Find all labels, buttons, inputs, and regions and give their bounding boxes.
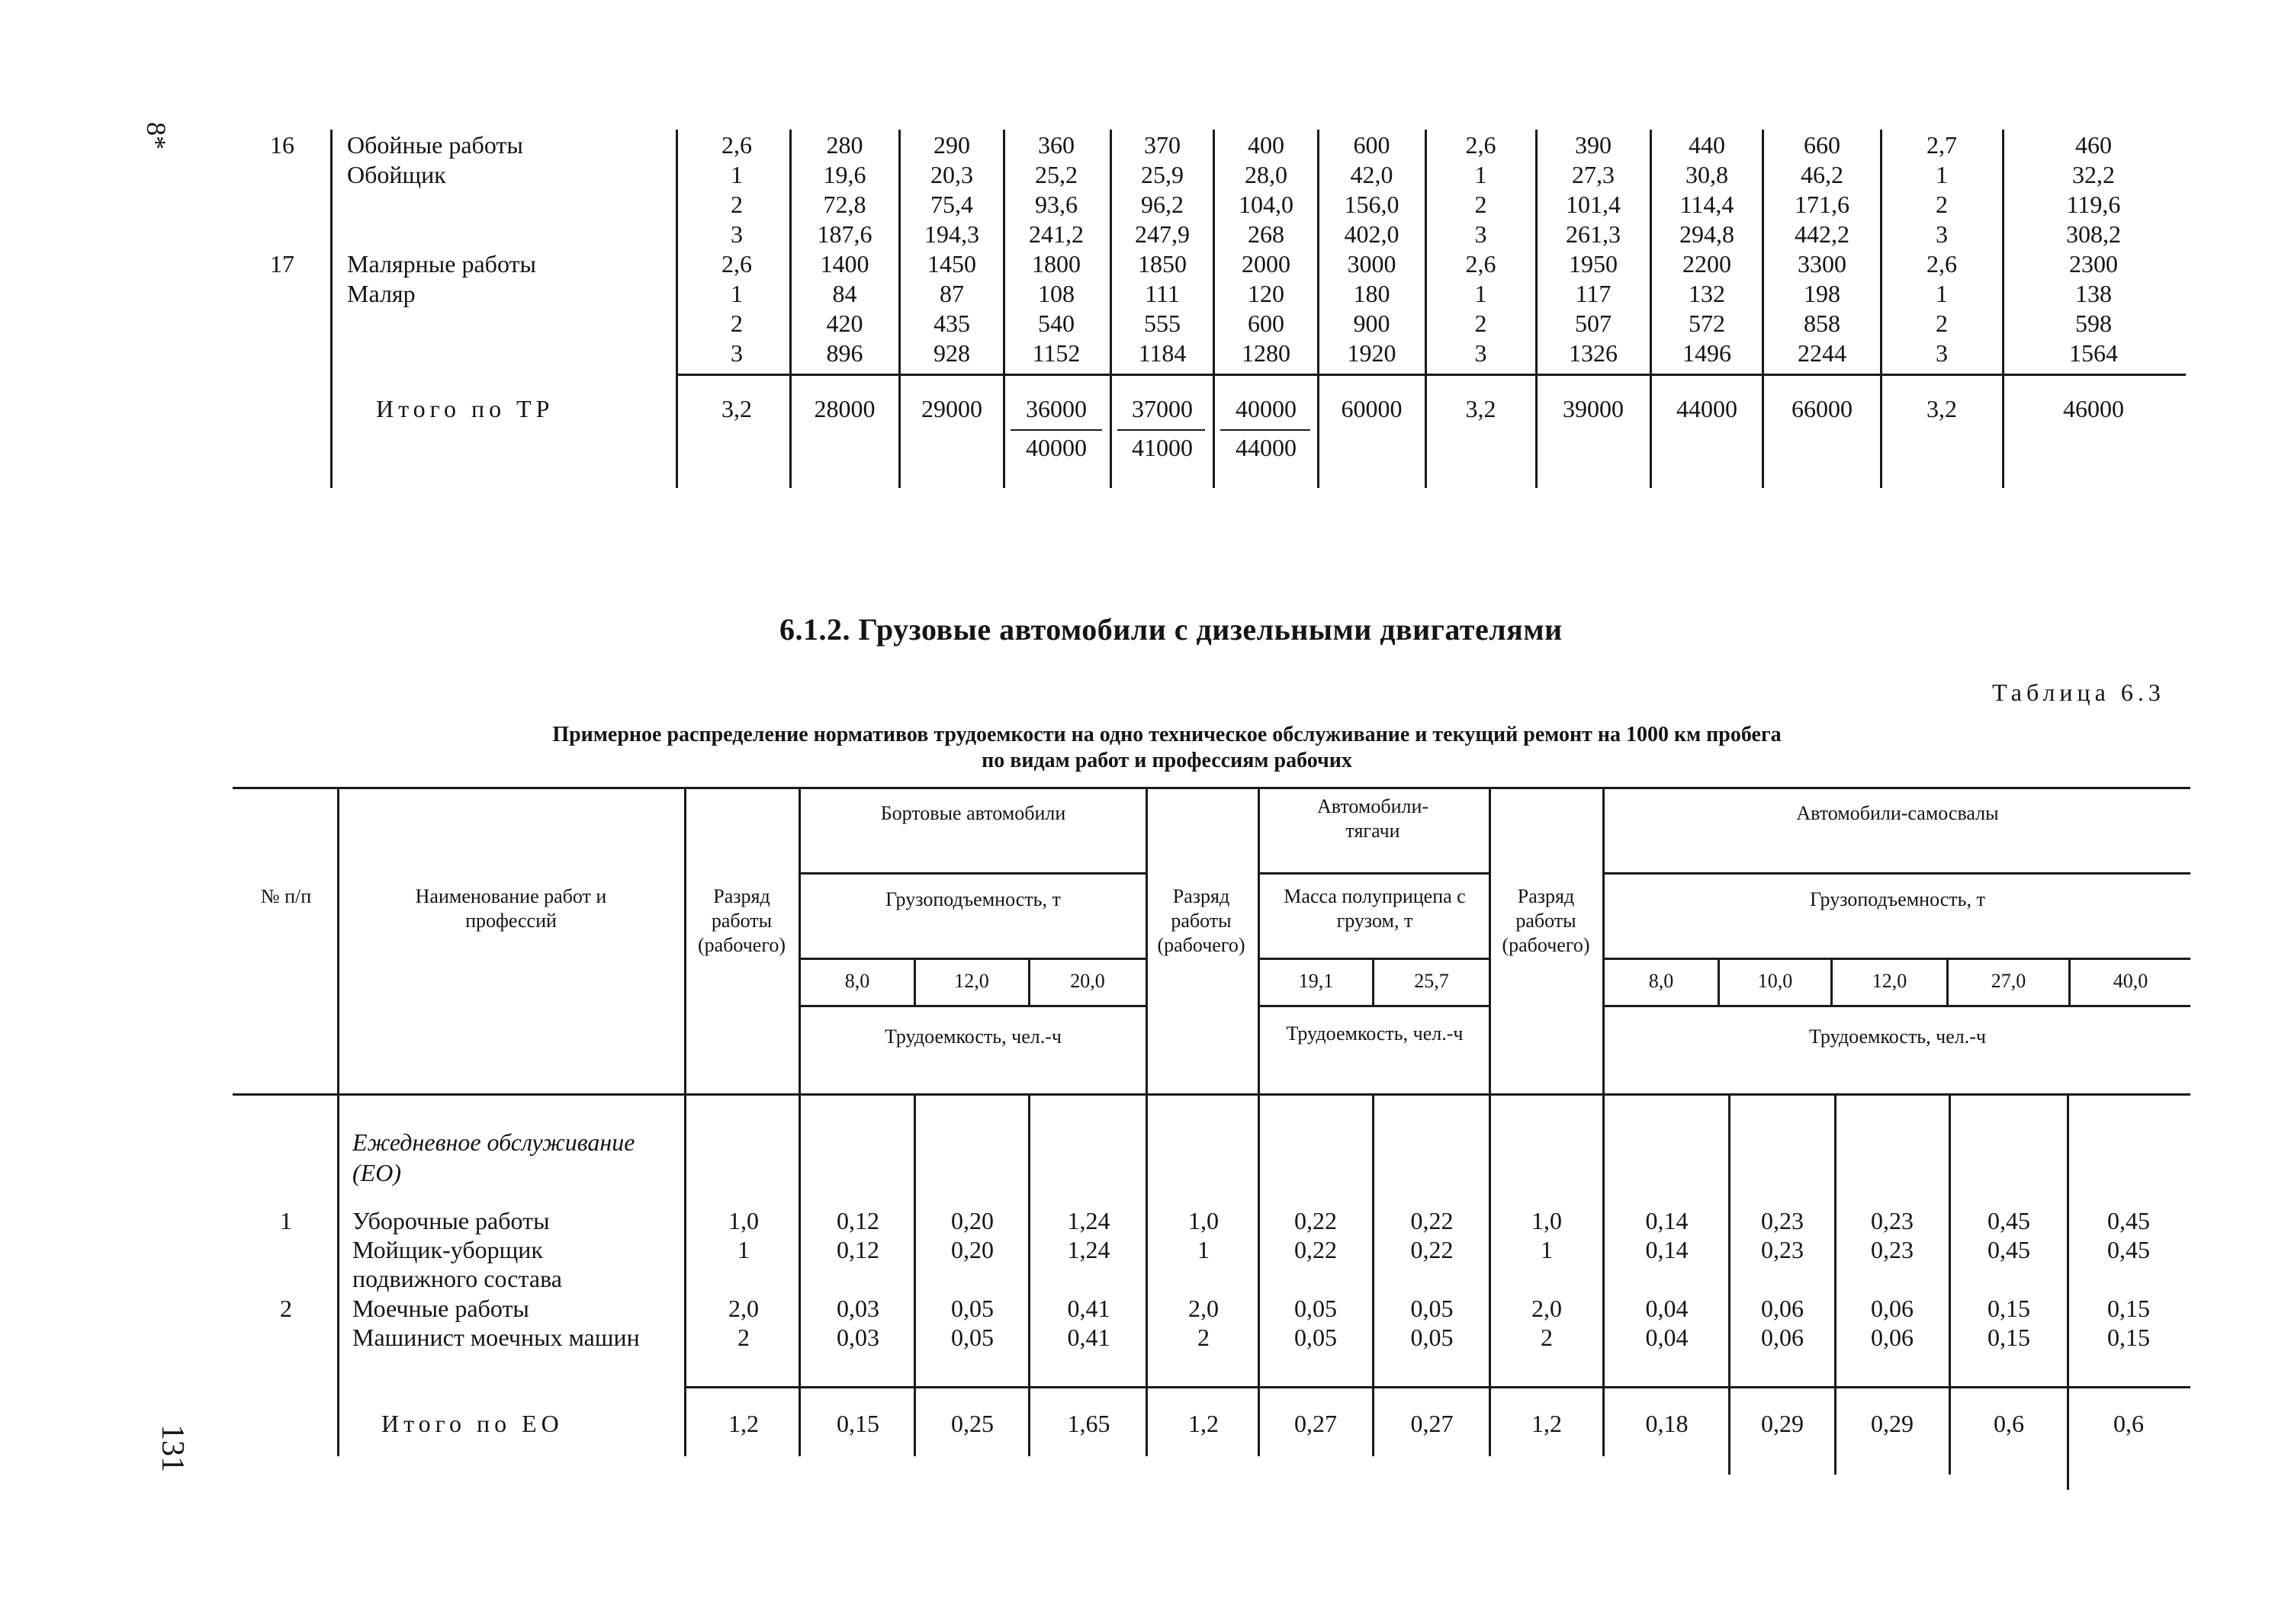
group-header-tractors: Автомобили-тягачи [1316, 795, 1429, 842]
table-caption: Таблица 6.3 [1992, 679, 2165, 706]
total-row-eo: Итого по ЕО 1,2 0,15 0,25 1,65 1,2 0,27 0,27 1,2 0,18 0,29 0,29 0,6 0,6 [381, 1410, 2144, 1437]
unit-tractors: Трудоемкость, чел.-ч [1286, 1022, 1464, 1045]
section-heading: 6.1.2. Грузовые автомобили с дизельными двигателями [779, 612, 1563, 647]
table-title-line-2: по видам работ и профессиям рабочих [982, 749, 1352, 772]
table-row: Мойщик-уборщик подвижного состава 1 0,12 0,20 1,24 1 0,22 0,22 1 0,14 0,23 0,23 0,45 0,45 [352, 1236, 2150, 1292]
col-header-grade-1: Разряд работы (рабочего) [697, 885, 786, 956]
dump-cap-27: 27,0 [1991, 970, 2026, 992]
cap-8: 8,0 [844, 970, 870, 992]
unit-flatbed: Трудоемкость, чел.-ч [885, 1025, 1062, 1048]
table-row: 2 Моечные работы 2,0 0,03 0,05 0,41 2,0 0,05 0,05 2,0 0,04 0,06 0,06 0,15 0,15 [280, 1295, 2150, 1322]
group-header-dumpers: Автомобили-самосвалы [1796, 802, 1999, 824]
subheader-capacity-flatbed: Грузоподъемность, т [885, 888, 1061, 910]
table-row: 16 Обойные работы 2,6 280 290 360 370 400 600 2,6 390 440 660 2,7 460 [270, 131, 2112, 159]
table-row: Машинист моечных машин 2 0,03 0,05 0,41 2 0,05 0,05 2 0,04 0,06 0,06 0,15 0,15 [352, 1324, 2150, 1351]
table-row: Маляр 1 84 87 108 111 120 180 1 117 132 198 1 138 [347, 280, 2112, 307]
col-header-grade-2: Разряд работы (рабочего) [1157, 885, 1245, 956]
mass-25-7: 25,7 [1414, 970, 1449, 992]
dump-cap-10: 10,0 [1757, 970, 1793, 992]
col-header-num: № п/п [260, 885, 312, 907]
unit-dumpers: Трудоемкость, чел.-ч [1809, 1025, 1986, 1048]
eo-section-title: Ежедневное обслуживание (ЕО) [352, 1128, 635, 1186]
dump-cap-40: 40,0 [2113, 970, 2148, 992]
cap-20: 20,0 [1070, 970, 1105, 992]
table-row: 3 896 928 1152 1184 1280 1920 3 1326 1496 2244 3 1564 [731, 339, 2118, 367]
table-row: Обойщик 1 19,6 20,3 25,2 25,9 28,0 42,0 1 27,3 30,8 46,2 1 32,2 [347, 161, 2115, 188]
page-number: 131 [155, 1424, 190, 1472]
table-row: 1 Уборочные работы 1,0 0,12 0,20 1,24 1,0 0,22 0,22 1,0 0,14 0,23 0,23 0,45 0,45 [280, 1207, 2150, 1234]
top-table [0, 0, 2288, 496]
total-row-tr: Итого по ТР 3,2 28000 29000 36000 37000 40000 60000 3,2 39000 44000 66000 3,2 46000 [376, 395, 2124, 422]
col-header-name: Наименование работ и профессий [415, 885, 607, 932]
table-row: 3 187,6 194,3 241,2 247,9 268 402,0 3 261,3 294,8 442,2 3 308,2 [731, 220, 2121, 248]
table-row: 17 Малярные работы 2,6 1400 1450 1800 1850 2000 3000 2,6 1950 2200 3300 2,6 2300 [270, 250, 2118, 278]
dump-cap-12: 12,0 [1872, 970, 1907, 992]
dump-cap-8: 8,0 [1648, 970, 1674, 992]
total-row-tr-second-line: 40000 41000 44000 [1026, 434, 1297, 461]
table-title [229, 722, 2105, 774]
subheader-capacity-dumpers: Грузоподъемность, т [1810, 888, 1985, 910]
table-row: 2 420 435 540 555 600 900 2 507 572 858 2 598 [731, 310, 2112, 337]
cap-12: 12,0 [954, 970, 989, 992]
subheader-trailer-mass: Масса полуприцепа с грузом, т [1284, 885, 1466, 932]
page-marker: 8* [141, 122, 172, 149]
group-header-flatbed: Бортовые автомобили [880, 802, 1066, 824]
table-title-line-1: Примерное распределение нормативов трудоемкости на одно техническое обслуживание и текущий ремонт на 1000 км пробега [552, 723, 1782, 746]
table-row: 2 72,8 75,4 93,6 96,2 104,0 156,0 2 101,4 114,4 171,6 2 119,6 [731, 191, 2121, 218]
col-header-grade-3: Разряд работы (рабочего) [1502, 885, 1590, 956]
mass-19-1: 19,1 [1298, 970, 1334, 992]
